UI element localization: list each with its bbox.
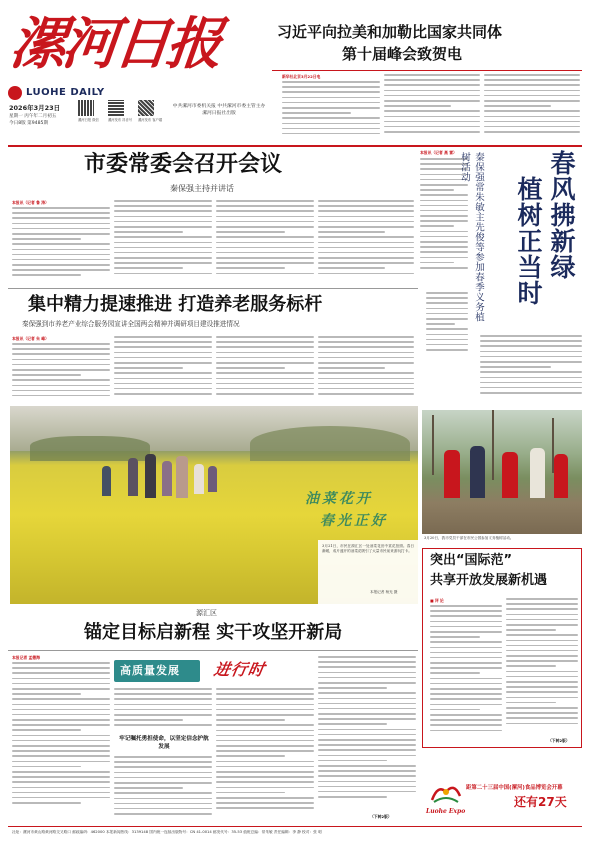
yuanhui-headline[interactable]: 锚定目标启新程 实干攻坚开新局 — [84, 622, 343, 643]
district-label: 源汇区 — [196, 609, 217, 617]
masthead-edition: 今日8版 第9485期 — [9, 121, 49, 126]
yuanhui-body — [216, 688, 314, 822]
masthead-publisher: 中共漯河市委机关报 中共漯河市委主管主办 漯河日报社出版 — [172, 104, 266, 116]
flower-overlay-1: 油菜花开 — [305, 491, 373, 507]
masthead-date: 2026年3月23日 — [9, 104, 61, 112]
spring-subhead: 秦保强常朱敏主先俊等参加春季义务植树活动 — [459, 152, 484, 322]
masthead-weekday: 星期一 丙午年二月初五 — [9, 114, 57, 119]
elderly-subhead: 秦保强到市养老产业综合服务园宣讲全国两会精神并调研项目建设推进情况 — [22, 320, 240, 328]
meeting-body — [318, 200, 414, 285]
expo-logo-icon — [428, 782, 464, 808]
commentary-label: ■ 评 论 — [430, 598, 444, 603]
divider — [8, 826, 582, 827]
top-story-dateline: 新华社北京3月22日电 — [282, 74, 321, 79]
commentary-jump[interactable]: （下转2版） — [548, 738, 570, 743]
meeting-body — [216, 200, 314, 285]
commentary-headline-2[interactable]: 共享开放发展新机遇 — [430, 573, 548, 588]
qr-code-icon[interactable] — [138, 100, 154, 116]
yuanhui-inline-heading-1: 牢记嘱托勇担使命，以坚定信念护航发展 — [119, 736, 209, 750]
footer-info: 社址：漯河市黄山路黄河路交叉路口 邮政编码：462000 本报新闻热线：3139148 国内统一连续出版物号：CN 41-0014 邮发代号：35-53 值班总编：常朱敏 责任编辑：李 静 校对：张 明 — [12, 830, 322, 834]
meeting-headline[interactable]: 市委常委会召开会议 — [84, 152, 283, 177]
qr-label: 漯河发布 客户端 — [138, 118, 163, 122]
yuanhui-body — [114, 756, 212, 822]
expo-banner-line1: 距第二十三届中国(漯河)食品博览会开幕 — [466, 785, 563, 791]
top-story-headline-2[interactable]: 第十届峰会致贺电 — [342, 45, 463, 63]
yuanhui-jump[interactable]: （下转2版） — [370, 814, 392, 819]
elderly-body — [216, 336, 314, 403]
qr-code-icon[interactable] — [108, 100, 124, 116]
yuanhui-body — [12, 662, 110, 822]
commentary-body — [430, 605, 502, 743]
qr-code-group — [78, 100, 166, 130]
badge-in-progress-label: 进行时 — [212, 660, 267, 679]
expo-logo-text: Luohe Expo — [426, 808, 466, 815]
commentary-body — [506, 598, 578, 736]
spring-body — [426, 292, 468, 362]
expo-countdown: 还有27天 — [514, 795, 567, 809]
spring-byline: 本报讯（记者 高 雷） — [420, 150, 457, 155]
yuanhui-body — [318, 656, 416, 812]
masthead-logo-icon — [8, 86, 22, 100]
elderly-headline[interactable]: 集中精力提速推进 打造养老服务标杆 — [28, 294, 323, 315]
top-story-headline-1[interactable]: 习近平向拉美和加勒比国家共同体 — [277, 23, 503, 41]
masthead-title: 漯河日报 — [6, 11, 222, 77]
qr-label: 漯河发布 抖音号 — [108, 118, 133, 122]
divider — [8, 288, 418, 289]
flower-credit: 本报记者 杨光 摄 — [370, 590, 398, 594]
top-story-body — [484, 74, 580, 141]
meeting-body — [12, 207, 110, 285]
yuanhui-body — [114, 688, 212, 732]
spring-headline-2[interactable]: 植树正当时 — [514, 176, 543, 306]
elderly-body — [12, 343, 110, 403]
spring-body — [480, 335, 582, 405]
qr-label: 漯河日报 微信 — [78, 118, 99, 122]
badge-high-quality-label: 高质量发展 — [120, 664, 180, 677]
flower-caption: 3月21日，市民在源汇区一处油菜花田中赏花拍照。春日渐暖，成片盛开的油菜花吸引了大量市民前来游玩打卡。 — [322, 544, 414, 554]
divider — [8, 650, 418, 651]
flower-overlay-2: 春光正好 — [320, 513, 388, 529]
meeting-body — [114, 200, 212, 285]
meeting-byline: 本报讯（记者 鲁 涛） — [12, 200, 49, 205]
spring-headline-1[interactable]: 春风拂新绿 — [547, 150, 576, 280]
top-story-body — [282, 81, 380, 141]
top-story-body — [384, 74, 480, 141]
masthead-pinyin: LUOHE DAILY — [26, 87, 105, 98]
elderly-byline: 本报讯（记者 朱 峰） — [12, 336, 49, 341]
meeting-subhead: 秦保强主持并讲话 — [170, 184, 234, 193]
yuanhui-byline: 本报记者 孟德海 — [12, 655, 40, 660]
photo-tree-planting[interactable] — [422, 410, 582, 534]
commentary-headline-1[interactable]: 突出“国际范” — [430, 553, 513, 568]
elderly-body — [114, 336, 212, 403]
divider — [8, 145, 582, 147]
elderly-body — [318, 336, 414, 403]
tree-caption: 3月20日，我市党员干部在市民公园参加义务植树活动。 — [424, 536, 514, 540]
qr-code-icon[interactable] — [78, 100, 94, 116]
divider — [272, 70, 582, 71]
